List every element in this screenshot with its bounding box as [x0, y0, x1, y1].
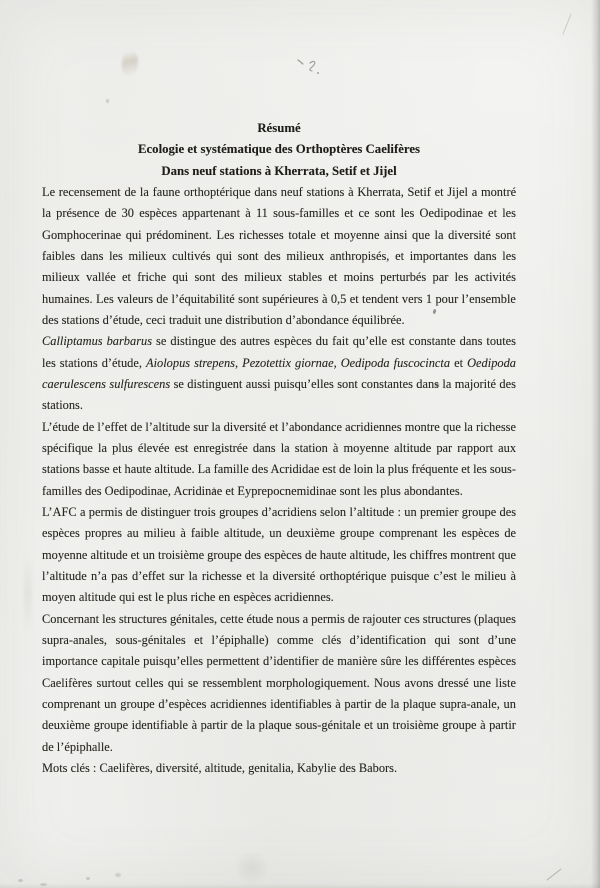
- text-line: Concernant les structures génitales, cette étude nous a permis de rajouter ces structures (plaques: [42, 611, 516, 626]
- abstract-text-block: [42, 118, 516, 779]
- text-line: des stations d’étude, ceci traduit une distribution d’abondance équilibrée.: [42, 312, 405, 327]
- text-line: les stations d’étude, Aiolopus strepens, Pezotettix giornae, Oedipoda fuscocincta et Oedipoda: [42, 355, 516, 370]
- page-edge-shadow: [0, 883, 600, 888]
- text-line: familles des Oedipodinae, Acridinae et Eyprepocnemidinae sont les plus abondantes.: [42, 483, 463, 498]
- text-line: de l’épiphalle.: [42, 739, 113, 754]
- text-line: moyen altitude qui est le plus riche en espèces acridiennes.: [42, 590, 334, 605]
- margin-smudge: [24, 555, 32, 633]
- text-line: Caelifères surtout celles qui se ressemblent morphologiquement. Nous avons dressé une liste: [42, 675, 516, 690]
- text-line: stations.: [42, 398, 83, 413]
- text-line: espèces propres au milieu à faible altitude, un deuxième groupe comprenant les espèces de: [42, 526, 517, 541]
- text-line: L’étude de l’effet de l’altitude sur la diversité et l’abondance acridiennes montre que la richesse: [42, 419, 516, 434]
- ink-smudge: [120, 49, 139, 77]
- text-line: Gomphocerinae qui prédominent. Les richesses totale et moyenne ainsi que la diversité sont: [42, 227, 517, 242]
- species-name: caerulescens sulfurescens: [42, 376, 171, 391]
- text-line: l’altitude n’a pas d’effet sur la richesse et la diversité orthoptérique puisque c’est le milieu à: [42, 568, 516, 583]
- text-line: L’AFC a permis de distinguer trois groupes d’acridiens selon l’altitude : un premier groupe des: [42, 504, 517, 519]
- text-line: Le recensement de la faune orthoptérique dans neuf stations à Kherrata, Setif et Jijel a montré: [42, 184, 517, 199]
- text-line: importance capitale puisqu’elles permettent d’identifier de manière sûre les différentes espèces: [42, 654, 517, 669]
- text-line: faibles dans les milieux cultivés qui sont des milieux anthropisés, et importantes dans les: [42, 248, 517, 263]
- document-subtitle: Dans neuf stations à Kherrata, Setif et Jijel: [161, 163, 397, 178]
- text-line: humaines. Les valeurs de l’équitabilité sont supérieures à 0,5 et tendent vers 1 pour l’ensemble: [42, 291, 516, 306]
- text-line: supra-anales, sous-génitales et l’épiphalle) comme clés d’identification qui sont d’une: [42, 632, 517, 647]
- species-name: Calliptamus barbarus: [42, 334, 153, 349]
- text-line: caerulescens sulfurescens se distinguent aussi puisqu’elles sont constantes dans la majorité des: [42, 376, 516, 391]
- text-line: comprenant un groupe d’espèces acridiennes identifiables à partir de la plaque supra-anale, un: [42, 696, 516, 711]
- ink-speck: [115, 873, 121, 877]
- scratch-mark: [545, 866, 565, 882]
- document-subtitle: Ecologie et systématique des Orthoptères Caelifères: [137, 142, 421, 157]
- document-title: Résumé: [257, 121, 301, 135]
- species-name: Oedipoda: [467, 355, 516, 370]
- paper-smudge: [234, 850, 270, 886]
- text-line: Mots clés : Caelifères, diversité, altitude, genitalia, Kabylie des Babors.: [42, 760, 398, 775]
- text-line: Calliptamus barbarus se distingue des autres espèces du fait qu’elle est constante dans toutes: [42, 334, 516, 349]
- species-name: Aiolopus strepens, Pezotettix giornae, Oedipoda fuscocincta: [146, 355, 451, 370]
- scratch-mark: [558, 12, 574, 38]
- ink-speck: [18, 879, 23, 882]
- text-line: milieux vallée et friche qui sont des milieux stables et moins perturbés par les activités: [42, 270, 516, 285]
- text-line: spécifique la plus élevée est enregistrée dans la station à moyenne altitude par rapport aux: [42, 440, 517, 455]
- ink-speck: [106, 99, 109, 103]
- text-line: stations basse et haute altitude. La famille des Acrididae est de loin la plus fréquente et les sous-: [42, 462, 517, 477]
- text-line: deuxième groupe identifiable à partir de la plaque sous-génitale et un troisième groupe à partir: [42, 718, 516, 733]
- text-line: moyenne altitude et un troisième groupe des espèces de haute altitude, les chiffres montrent que: [42, 547, 516, 562]
- page-edge-shadow: [591, 0, 600, 888]
- handwriting-mark: [295, 56, 325, 78]
- ink-speck: [40, 883, 47, 886]
- ink-speck: [86, 877, 90, 880]
- text-line: la présence de 30 espèces appartenant à 11 sous-familles et ce sont les Oedipodinae et les: [42, 206, 516, 221]
